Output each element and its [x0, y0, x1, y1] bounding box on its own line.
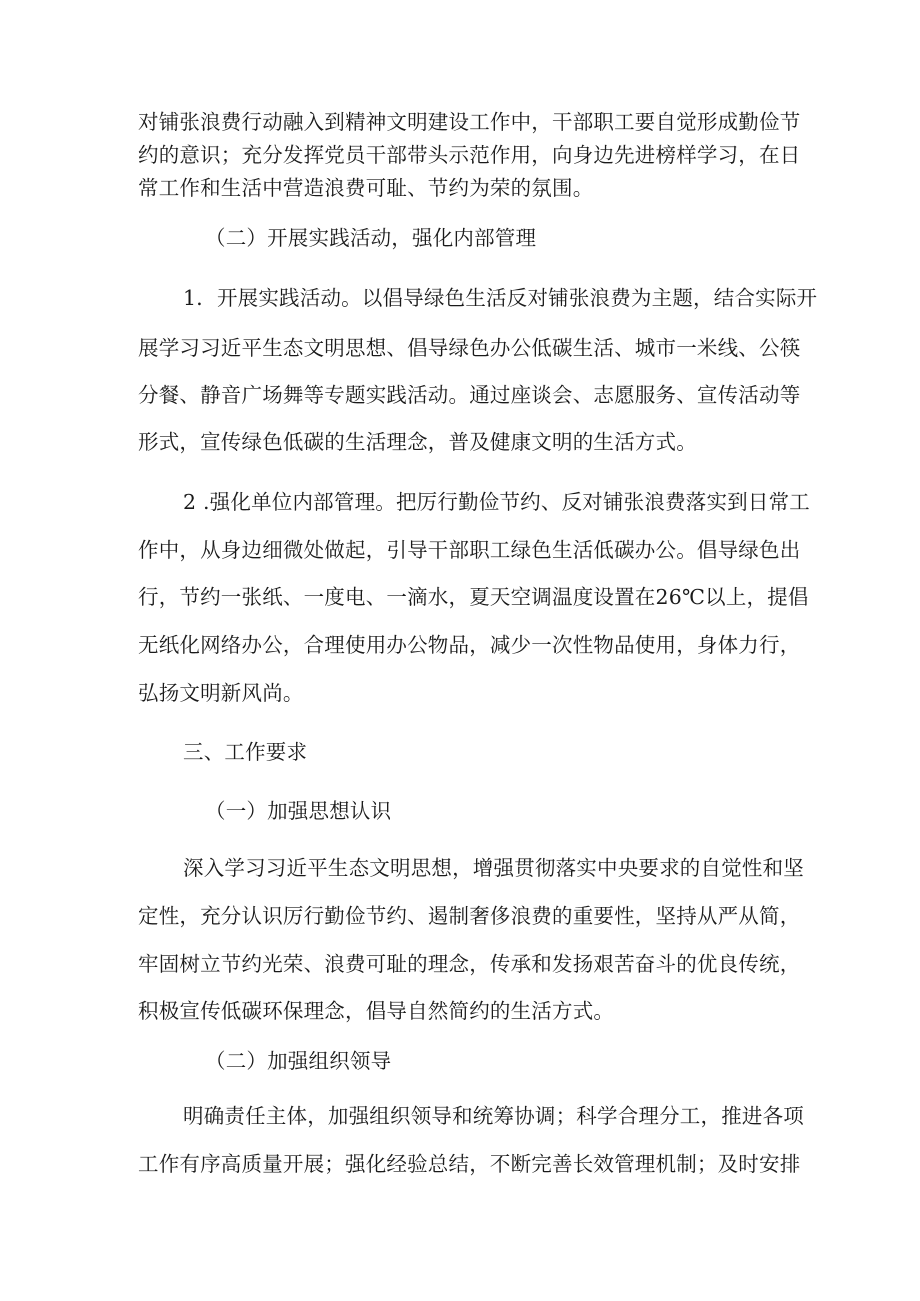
intro-line-1: 对铺张浪费行动融入到精神文明建设工作中，干部职工要自觉形成勤俭节 [138, 110, 801, 134]
sub2-line-2: 工作有序高质量开展；强化经验总结，不断完善长效管理机制；及时安排 [138, 1152, 801, 1176]
item2-line-4: 无纸化网络办公，合理使用办公物品，减少一次性物品使用，身体力行， [138, 633, 801, 657]
sub2-line-1: 明确责任主体，加强组织领导和统筹协调；科学合理分工，推进各项 [183, 1104, 804, 1128]
intro-line-2: 约的意识；充分发挥党员干部带头示范作用，向身边先进榜样学习，在日 [138, 143, 801, 167]
sub1-line-4: 积极宣传低碳环保理念，倡导自然简约的生活方式。 [138, 999, 615, 1023]
item2-line-2: 作中，从身边细微处做起，引导干部职工绿色生活低碳办公。倡导绿色出 [138, 538, 801, 562]
subsection-heading-awareness: （一）加强思想认识 [205, 799, 392, 823]
item1-line-3: 分餐、静音广场舞等专题实践活动。通过座谈会、志愿服务、宣传活动等 [138, 383, 801, 407]
subsection-heading-leadership: （二）加强组织领导 [205, 1049, 392, 1073]
item2-line-3: 行，节约一张纸、一度电、一滴水，夏天空调温度设置在26℃以上，提倡 [138, 585, 809, 609]
item1-line-4: 形式，宣传绿色低碳的生活理念，普及健康文明的生活方式。 [138, 430, 697, 454]
item1-line-2: 展学习习近平生态文明思想、倡导绿色办公低碳生活、城市一米线、公筷 [138, 336, 801, 360]
item2-line-5: 弘扬文明新风尚。 [138, 681, 304, 705]
item1-line-1: 1．开展实践活动。以倡导绿色生活反对铺张浪费为主题，结合实际开 [183, 286, 818, 310]
sub1-line-3: 牢固树立节约光荣、浪费可耻的理念，传承和发扬艰苦奋斗的优良传统， [138, 952, 801, 976]
section-heading-practice: （二）开展实践活动，强化内部管理 [205, 226, 537, 250]
part-heading-requirements: 三、工作要求 [183, 740, 308, 764]
sub1-line-1: 深入学习习近平生态文明思想，增强贯彻落实中央要求的自觉性和坚 [183, 856, 804, 880]
intro-line-3: 常工作和生活中营造浪费可耻、节约为荣的氛围。 [138, 176, 594, 200]
item2-line-1: 2 .强化单位内部管理。把厉行勤俭节约、反对铺张浪费落实到日常工 [183, 490, 810, 514]
sub1-line-2: 定性，充分认识厉行勤俭节约、遏制奢侈浪费的重要性，坚持从严从简， [138, 904, 801, 928]
